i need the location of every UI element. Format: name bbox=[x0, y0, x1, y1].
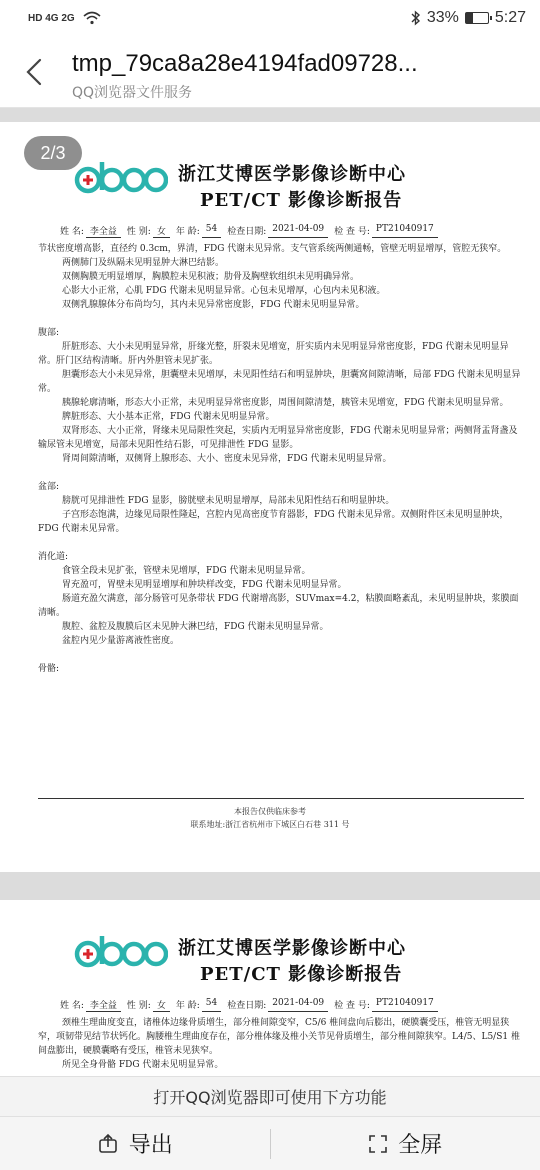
section-heading-digestive: 消化道: bbox=[38, 552, 69, 562]
page-indicator: 2/3 bbox=[24, 136, 82, 170]
report-line: 肝脏形态、大小未见明显异常，肝缘光整，肝裂未见增宽，肝实质内未见明显异常密度影，FDG 代谢未见明显异常。肝门区结构清晰。肝内外胆管未见扩张。 bbox=[38, 342, 509, 366]
document-page-2 bbox=[0, 900, 540, 1076]
file-service-label: QQ浏览器文件服务 bbox=[72, 85, 193, 101]
exam-number: PT21040917 bbox=[372, 998, 438, 1012]
fullscreen-icon bbox=[368, 1134, 388, 1154]
patient-info-row: 姓 名: 李全益 性 别: 女 年 龄: 54 检查日期: 2021-04-09 检 查 号: PT21040917 bbox=[60, 998, 520, 1012]
app-header bbox=[0, 36, 540, 108]
exam-date: 2021-04-09 bbox=[268, 998, 328, 1012]
section-heading-abdomen: 腹部: bbox=[38, 328, 60, 338]
patient-age: 54 bbox=[202, 224, 221, 238]
report-line: 节状密度增高影，直径约 0.3cm，界清，FDG 代谢未见异常。支气管系统两侧通畅，管壁无明显增厚，管腔无狭窄。 bbox=[38, 244, 507, 254]
patient-info-row: 姓 名: 李全益 性 别: 女 年 龄: 54 检查日期: 2021-04-09 检 查 号: PT21040917 bbox=[60, 224, 520, 238]
report-line: 两侧肺门及纵隔未见明显肿大淋巴结影。 bbox=[62, 258, 225, 268]
open-in-qq-browser-hint[interactable]: 打开QQ浏览器即可使用下方功能 bbox=[0, 1076, 540, 1116]
report-line: 胰腺轮廓清晰，形态大小正常，未见明显异常密度影，周围间隙清楚，胰管未见增宽，FDG 代谢未见明显异常。 bbox=[62, 398, 509, 408]
report-line: 肠道充盈欠满意，部分肠管可见条带状 FDG 代谢增高影，SUVmax=4.2，粘膜面略紊乱，未见明显肿块，浆膜面清晰。 bbox=[38, 594, 519, 618]
exam-date: 2021-04-09 bbox=[268, 224, 328, 238]
document-page-1 bbox=[0, 122, 540, 872]
report-center-title: 浙江艾博医学影像诊断中心 bbox=[178, 164, 406, 185]
report-line: 肾周间隙清晰，双侧肾上腺形态、大小、密度未见异常，FDG 代谢未见明显异常。 bbox=[62, 454, 392, 464]
aibo-logo bbox=[74, 930, 168, 974]
chevron-left-icon bbox=[18, 52, 54, 92]
battery-percent: 33% bbox=[426, 9, 459, 26]
report-address: 联系地址:浙江省杭州市下城区白石巷 311 号 bbox=[190, 820, 350, 829]
report-line: 膀胱可见排泄性 FDG 显影，膀胱壁未见明显增厚，局部未见阳性结石和明显肿块。 bbox=[62, 496, 395, 506]
status-right bbox=[411, 9, 526, 27]
exam-number: PT21040917 bbox=[372, 224, 438, 238]
status-left bbox=[28, 11, 101, 25]
signal-indicator: HD 4G 2G bbox=[28, 12, 75, 24]
patient-sex: 女 bbox=[153, 998, 170, 1012]
report-title: PET/CT 影像诊断报告 bbox=[200, 190, 403, 211]
bottom-action-bar bbox=[0, 1116, 540, 1170]
report-body-page-1 bbox=[38, 242, 524, 676]
report-body-page-2 bbox=[38, 1016, 524, 1072]
report-line: 盆腔内见少量游离液性密度。 bbox=[62, 636, 180, 646]
section-heading-bone: 骨骼: bbox=[38, 664, 60, 674]
back-button[interactable] bbox=[18, 52, 54, 92]
report-line: 双肾形态、大小正常，肾缘未见局限性突起，实质内无明显异常密度影，FDG 代谢未见明显异常；两侧肾盂肾盏及输尿管未见增宽，局部未见阳性结石影，可见排泄性 FDG 显影。 bbox=[38, 426, 518, 450]
bluetooth-icon bbox=[411, 10, 421, 26]
wifi-icon bbox=[83, 11, 101, 25]
document-viewer[interactable] bbox=[0, 108, 540, 1076]
report-line: 食管全段未见扩张，管壁未见增厚，FDG 代谢未见明显异常。 bbox=[62, 566, 311, 576]
patient-name: 李全益 bbox=[86, 998, 121, 1012]
report-line: 子宫形态饱满，边缘见局限性隆起，宫腔内见高密度节育器影，FDG 代谢未见异常。双侧附件区未见明显肿块，FDG 代谢未见异常。 bbox=[38, 510, 509, 534]
report-line: 颈椎生理曲度变直，诸椎体边缘骨质增生，部分椎间隙变窄，C5/6 椎间盘向后膨出，硬膜囊受压，椎管无明显狭窄，项韧带见结节状钙化。胸腰椎生理曲度存在，部分椎体缘及椎小关节见骨质增生，部分椎间隙狭窄。L4/5、L5/S1 椎间盘膨出，硬膜囊略有受压，椎管未见狭窄。 bbox=[38, 1018, 520, 1056]
report-line: 心影大小正常，心肌 FDG 代谢未见明显异常。心包未见增厚，心包内未见积液。 bbox=[62, 286, 386, 296]
export-icon bbox=[97, 1133, 119, 1155]
section-heading-pelvis: 盆部: bbox=[38, 482, 60, 492]
report-center-title: 浙江艾博医学影像诊断中心 bbox=[178, 938, 406, 959]
divider-line bbox=[38, 798, 524, 799]
patient-sex: 女 bbox=[153, 224, 170, 238]
patient-age: 54 bbox=[202, 998, 221, 1012]
report-title: PET/CT 影像诊断报告 bbox=[200, 964, 403, 985]
report-line: 双侧乳腺腺体分布尚均匀，其内未见异常密度影，FDG 代谢未见明显异常。 bbox=[62, 300, 365, 310]
patient-name: 李全益 bbox=[86, 224, 121, 238]
report-line: 腹腔、盆腔及腹膜后区未见肿大淋巴结，FDG 代谢未见明显异常。 bbox=[62, 622, 329, 632]
aibo-logo bbox=[74, 156, 168, 200]
report-line: 胆囊形态大小未见异常，胆囊壁未见增厚，未见阳性结石和明显肿块，胆囊窝间隙清晰，局部 FDG 代谢未见明显异常。 bbox=[38, 370, 521, 394]
report-line: 胃充盈可，胃壁未见明显增厚和肿块样改变，FDG 代谢未见明显异常。 bbox=[62, 580, 347, 590]
report-line: 脾脏形态、大小基本正常，FDG 代谢未见明显异常。 bbox=[62, 412, 275, 422]
status-bar bbox=[0, 0, 540, 36]
file-title: tmp_79ca8a28e4194fad09728... bbox=[72, 50, 418, 77]
report-disclaimer: 本报告仅供临床参考 bbox=[234, 807, 306, 816]
report-line: 双侧胸膜无明显增厚，胸膜腔未见积液；肋骨及胸壁软组织未见明确异常。 bbox=[62, 272, 360, 282]
fullscreen-button[interactable]: 全屏 bbox=[271, 1117, 540, 1170]
clock: 5:27 bbox=[494, 9, 526, 26]
report-line: 所见全身骨骼 FDG 代谢未见明显异常。 bbox=[62, 1060, 224, 1070]
export-button[interactable]: 导出 bbox=[0, 1117, 270, 1170]
battery-icon bbox=[465, 12, 489, 24]
